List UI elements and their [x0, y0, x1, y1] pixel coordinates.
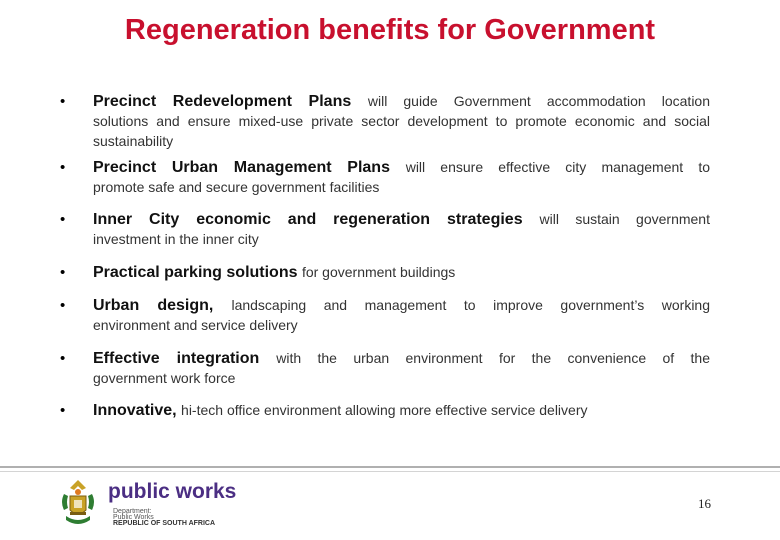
page-number: 16: [698, 496, 711, 511]
bullet-icon: •: [60, 93, 66, 110]
item-heading: Inner City economic and regeneration strategies: [93, 211, 523, 228]
item-text: will guide Government accommodation location: [367, 93, 710, 109]
list-item: [58, 93, 710, 159]
item-first-line: [93, 297, 710, 315]
bullet-icon: •: [60, 159, 66, 176]
item-continuation: promote safe and secure government facilities: [93, 179, 380, 195]
item-first-line: [93, 93, 710, 111]
item-heading: Effective integration: [93, 350, 260, 367]
item-heading: Innovative,: [93, 402, 177, 419]
item-continuation: government work force: [93, 370, 236, 386]
list-item: [58, 211, 710, 264]
item-continuation: environment and service delivery: [93, 317, 298, 333]
footer-divider-secondary: [0, 471, 780, 472]
bullet-icon: •: [60, 297, 66, 314]
bullet-icon: •: [60, 402, 66, 419]
department-label: Department:: [113, 508, 152, 515]
list-item: [58, 159, 710, 211]
bullet-icon: •: [60, 264, 66, 281]
item-text: with the urban environment for the convenience of the: [276, 350, 710, 366]
item-first-line: [93, 402, 710, 420]
item-text: will ensure effective city management to: [405, 159, 710, 175]
brand-name: public works: [108, 480, 237, 503]
list-item: [58, 402, 710, 432]
item-heading: Precinct Urban Management Plans: [93, 159, 390, 176]
footer-divider: [0, 466, 780, 468]
list-item: [58, 264, 710, 297]
item-heading: Practical parking solutions: [93, 264, 298, 281]
bullet-icon: •: [60, 211, 66, 228]
item-first-line: [93, 211, 710, 229]
item-heading: Precinct Redevelopment Plans: [93, 93, 352, 110]
item-text: will sustain government: [539, 211, 710, 227]
list-item: [58, 350, 710, 402]
item-first-line: [93, 264, 710, 282]
item-continuation: investment in the inner city: [93, 231, 259, 247]
item-first-line: [93, 350, 710, 368]
list-item: [58, 297, 710, 350]
item-continuation: solutions and ensure mixed-use private sector development to promote economic and social sustainability: [93, 113, 710, 149]
footer-logo: [56, 478, 246, 528]
item-first-line: [93, 159, 710, 177]
coat-of-arms-icon: [56, 478, 100, 528]
department-name: Public Works: [113, 514, 154, 521]
bullet-icon: •: [60, 350, 66, 367]
item-text: hi-tech office environment allowing more effective service delivery: [181, 402, 588, 418]
bullet-list: [58, 93, 710, 432]
country-name: REPUBLIC OF SOUTH AFRICA: [113, 520, 216, 527]
slide-title: Regeneration benefits for Government: [124, 14, 656, 46]
item-text: landscaping and management to improve government’s working: [231, 297, 710, 313]
item-text: for government buildings: [301, 264, 456, 280]
item-heading: Urban design,: [93, 297, 214, 314]
